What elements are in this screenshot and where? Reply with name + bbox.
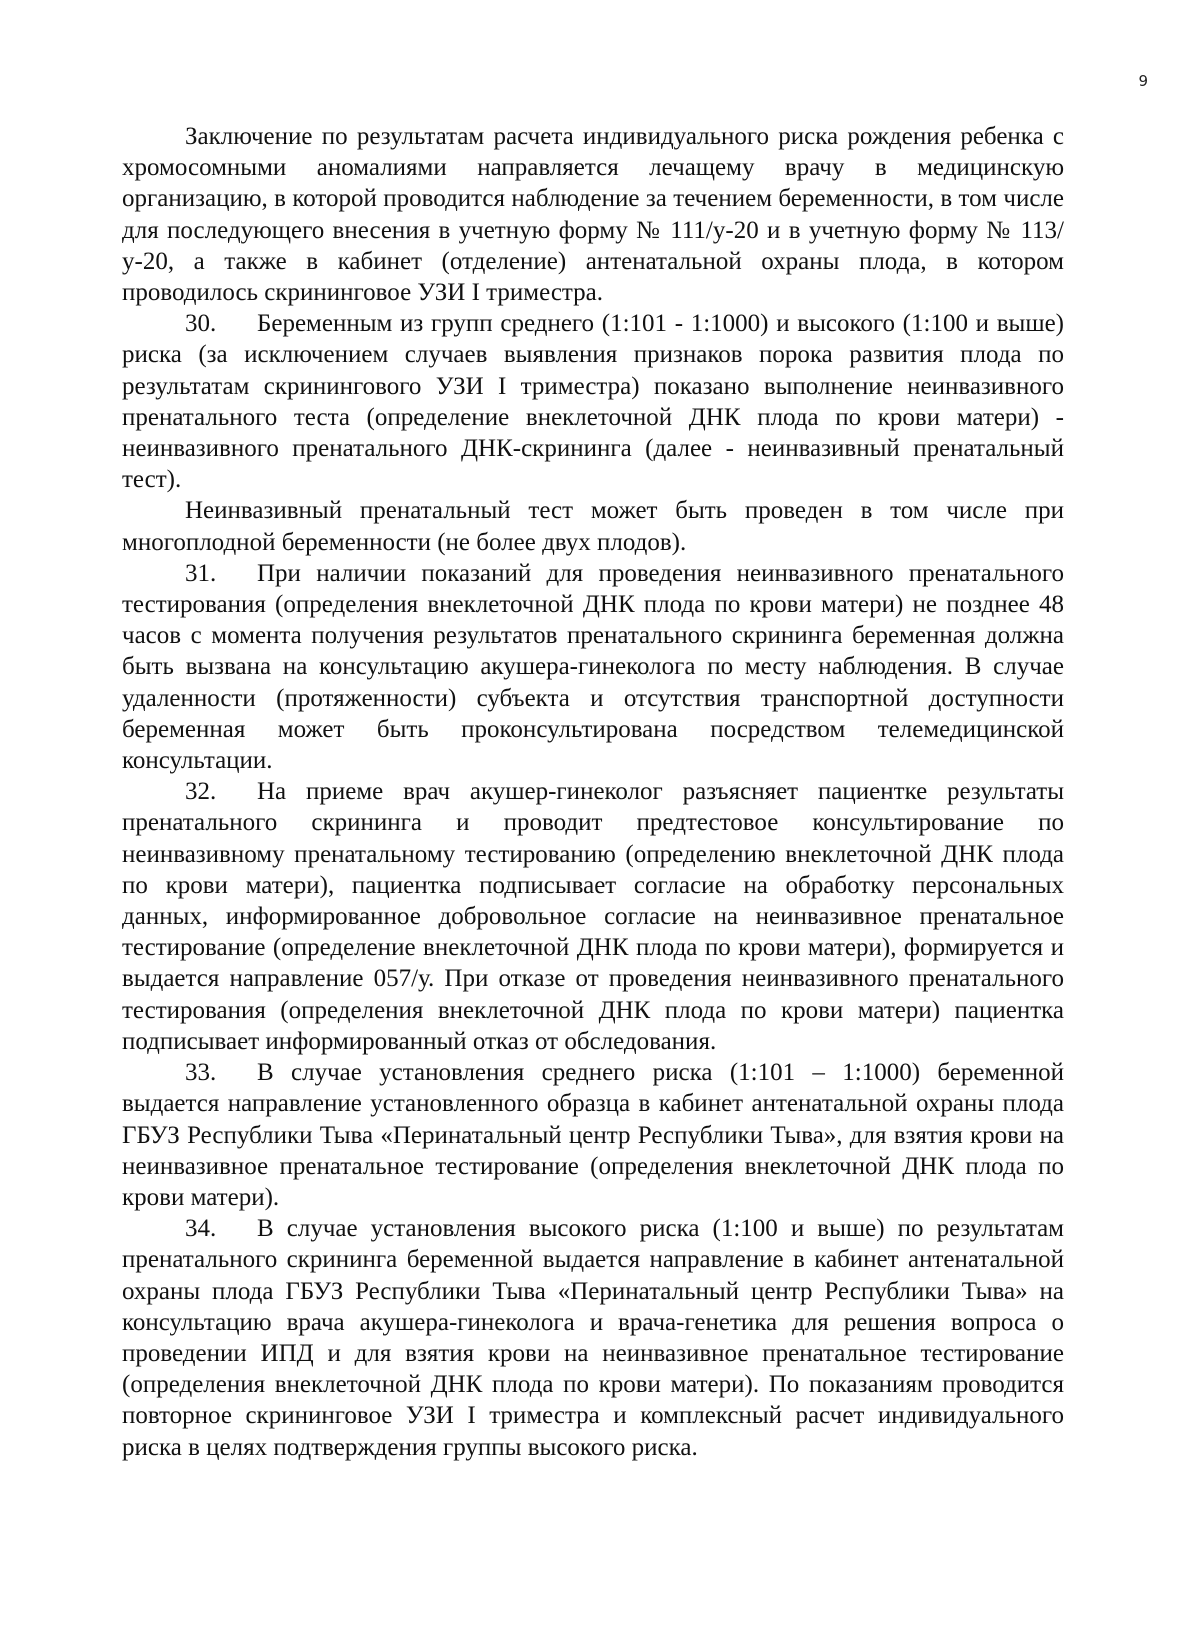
paragraph-number: 30.	[185, 310, 217, 338]
paragraph-number: 33.	[185, 1059, 217, 1087]
paragraph-text: На приеме врач акушер-гинеколог разъясняет пациентке результаты пренатального скрининга и проводит предтестовое консультирование по неинвазивному пренатальному тестированию (определению внеклеточной ДНК плода по крови матери), пациентка подписывает согласие на обработку персональных данных, информированное добровольное согласие на неинвазивное пренатальное тестирование (определение внеклеточной ДНК плода по крови матери), формируется и выдается направление 057/у. При отказе от проведения неинвазивного пренатального тестирования (определения внеклеточной ДНК плода по крови матери) пациентка подписывает информированный отказ от обследования.	[122, 778, 1064, 1055]
paragraph-30	[122, 308, 1064, 495]
paragraph-number: 32.	[185, 778, 217, 806]
paragraph-text: В случае установления среднего риска (1:101 – 1:1000) беременной выдается направление установленного образца в кабинет антенатальной охраны плода ГБУЗ Республики Тыва «Перинатальный центр Республики Тыва», для взятия крови на неинвазивное пренатальное тестирование (определения внеклеточной ДНК плода по крови матери).	[122, 1059, 1064, 1211]
paragraph-31	[122, 558, 1064, 776]
paragraph-number: 31.	[185, 559, 217, 587]
paragraph-nipt-multiple	[122, 495, 1064, 557]
paragraph-text: При наличии показаний для проведения неинвазивного пренатального тестирования (определения внеклеточной ДНК плода по крови матери) не позднее 48 часов с момента получения результатов пренатального скрининга беременная должна быть вызвана на консультацию акушера-гинеколога по месту наблюдения. В случае удаленности (протяженности) субъекта и отсутствия транспортной доступности беременная может быть проконсультирована посредством телемедицинской консультации.	[122, 559, 1064, 775]
paragraph-text: Заключение по результатам расчета индивидуального риска рождения ребенка с хромосомными аномалиями направляется лечащему врачу в медицинскую организацию, в которой проводится наблюдение за течением беременности, в том числе для последующего внесения в учетную форму № 111/у-20 и в учетную форму № 113/у-20, а также в кабинет (отделение) антенатальной охраны плода, в котором проводилось скрининговое УЗИ I триместра.	[122, 123, 1064, 307]
paragraph-text: В случае установления высокого риска (1:100 и выше) по результатам пренатального скрининга беременной выдается направление в кабинет антенатальной охраны плода ГБУЗ Республики Тыва «Перинатальный центр Республики Тыва» на консультацию врача акушера-гинеколога и врача-генетика для решения вопроса о проведении ИПД и для взятия крови на неинвазивное пренатальное тестирование (определения внеклеточной ДНК плода по крови матери). По показаниям проводится повторное скрининговое УЗИ I триместра и комплексный расчет индивидуального риска в целях подтверждения группы высокого риска.	[122, 1215, 1064, 1461]
paragraph-33	[122, 1057, 1064, 1213]
paragraph-34	[122, 1213, 1064, 1463]
page-number: 9	[1138, 72, 1148, 90]
paragraph-32	[122, 776, 1064, 1057]
paragraph-conclusion	[122, 121, 1064, 308]
paragraph-text: Беременным из групп среднего (1:101 - 1:1000) и высокого (1:100 и выше) риска (за исключением случаев выявления признаков порока развития плода по результатам скринингового УЗИ I триместра) показано выполнение неинвазивного пренатального теста (определение внеклеточной ДНК плода по крови матери) - неинвазивного пренатального ДНК-скрининга (далее - неинвазивный пренатальный тест).	[122, 310, 1064, 494]
paragraph-number: 34.	[185, 1215, 217, 1243]
paragraph-text: Неинвазивный пренатальный тест может быть проведен в том числе при многоплодной беременности (не более двух плодов).	[122, 497, 1064, 556]
document-body	[122, 121, 1064, 1463]
